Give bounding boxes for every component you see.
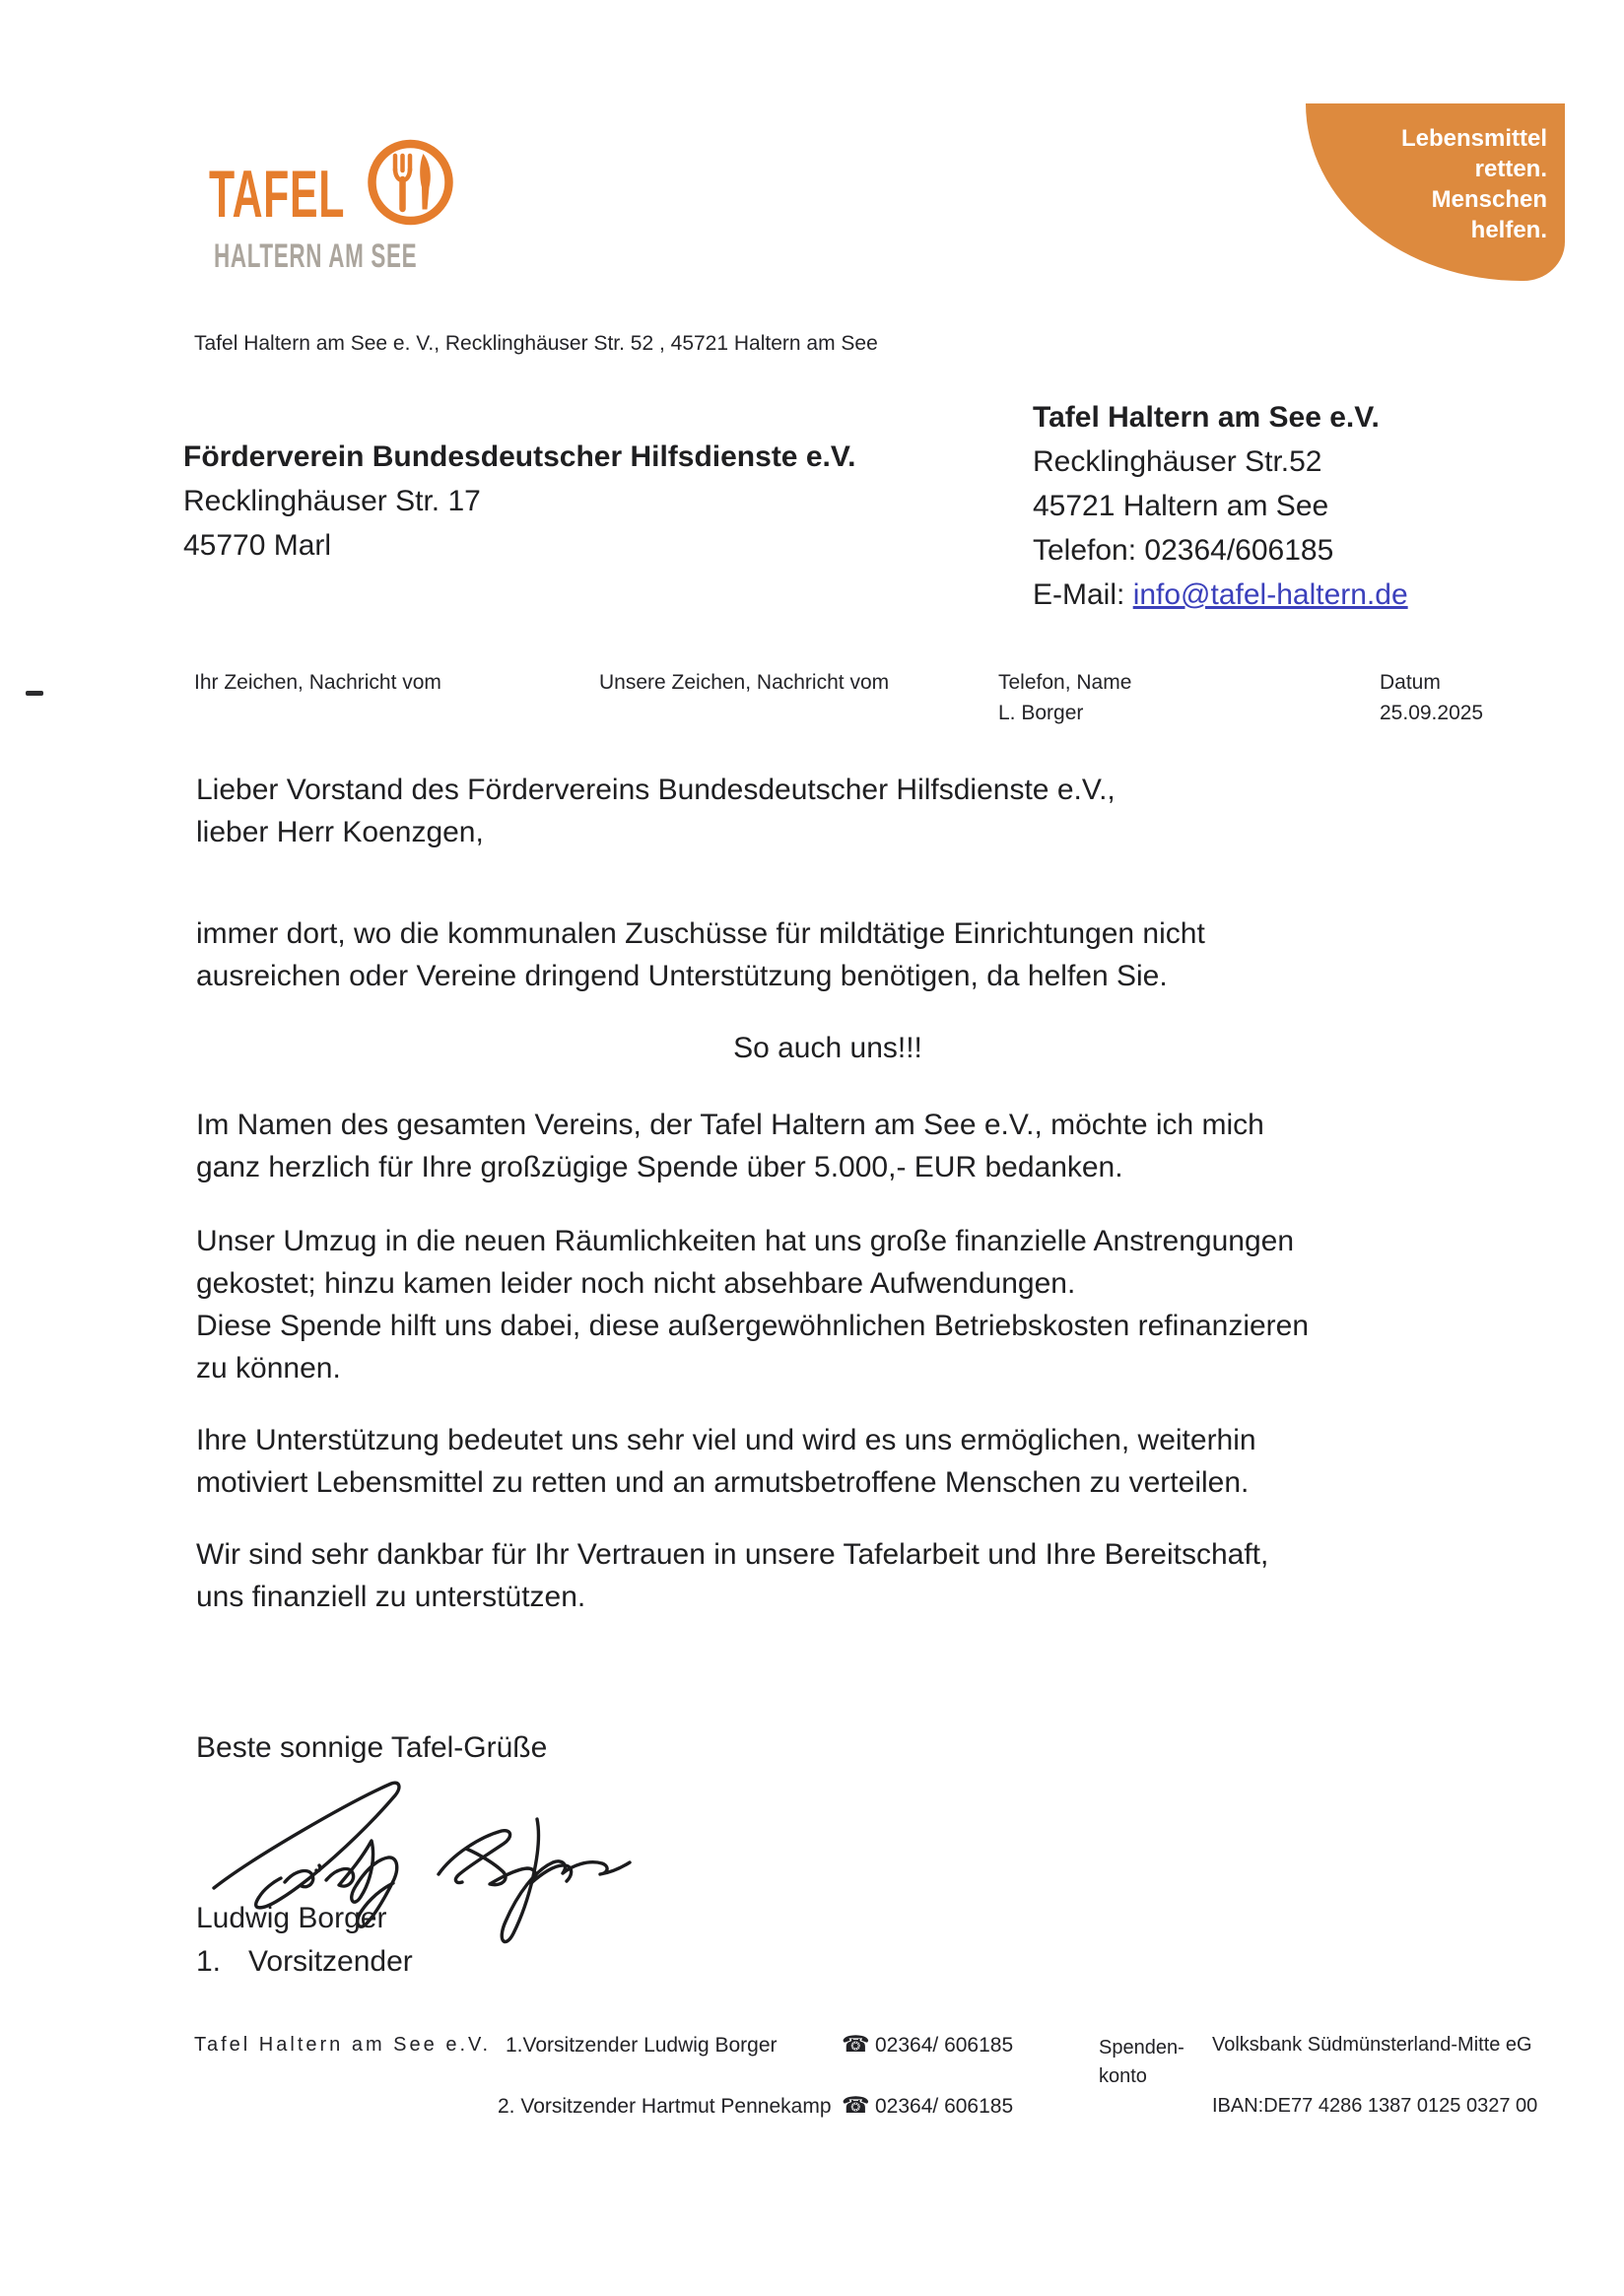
body-line: Im Namen des gesamten Vereins, der Tafel Haltern am See e.V., möchte ich mich	[196, 1109, 1264, 1141]
signer-role	[196, 1945, 413, 1979]
logo-subtitle: HALTERN AM SEE	[214, 237, 418, 275]
phone-name-value: L. Borger	[998, 702, 1084, 724]
sender-email-line	[1033, 573, 1408, 617]
sender-name: Tafel Haltern am See e.V.	[1033, 401, 1380, 434]
paragraph-6	[196, 1533, 1459, 1618]
fold-mark	[26, 691, 43, 696]
sender-info-block	[1033, 395, 1408, 617]
paragraph-1	[196, 912, 1459, 997]
footer-donation-label: Spenden- konto	[1099, 2037, 1184, 2087]
footer-phone-2: 02364/ 606185	[875, 2095, 1014, 2118]
fork-knife-circle-icon	[365, 135, 456, 236]
body-line: zu können.	[196, 1352, 341, 1384]
signer-role-title: Vorsitzender	[248, 1945, 413, 1978]
recipient-city: 45770 Marl	[183, 529, 332, 562]
body-line: immer dort, wo die kommunalen Zuschüsse für mildtätige Einrichtungen nicht	[196, 917, 1205, 950]
sender-city: 45721 Haltern am See	[1033, 490, 1329, 522]
recipient-address-block	[183, 435, 855, 568]
body-line: ausreichen oder Vereine dringend Unterstützung benötigen, da helfen Sie.	[196, 960, 1168, 992]
body-line: Wir sind sehr dankbar für Ihr Vertrauen in unsere Tafelarbeit und Ihre Bereitschaft,	[196, 1538, 1269, 1571]
phone-icon: ☎	[842, 2092, 870, 2118]
paragraph-4	[196, 1220, 1459, 1389]
your-ref-label: Ihr Zeichen, Nachricht vom	[194, 671, 441, 694]
footer-chairman-2: 2. Vorsitzender Hartmut Pennekamp	[498, 2095, 832, 2118]
body-line: So auch uns!!!	[733, 1032, 922, 1064]
paragraph-5	[196, 1419, 1459, 1504]
closing-regards	[196, 1726, 1459, 1769]
slogan-badge	[1306, 103, 1565, 281]
date-label: Datum	[1380, 671, 1441, 694]
badge-line: helfen.	[1470, 217, 1547, 243]
date-value: 25.09.2025	[1380, 702, 1484, 724]
sender-phone: Telefon: 02364/606185	[1033, 534, 1334, 567]
footer-chairman-1: 1.Vorsitzender Ludwig Borger	[506, 2034, 778, 2057]
email-link[interactable]: info@tafel-haltern.de	[1132, 578, 1408, 611]
recipient-name: Förderverein Bundesdeutscher Hilfsdienste e.V.	[183, 440, 856, 473]
footer-phone-1: 02364/ 606185	[875, 2034, 1014, 2057]
body-line: Beste sonnige Tafel-Grüße	[196, 1731, 548, 1764]
recipient-street: Recklinghäuser Str. 17	[183, 485, 481, 517]
badge-line: Lebensmittel	[1400, 125, 1547, 152]
paragraph-centered	[196, 1027, 1459, 1069]
body-line: ganz herzlich für Ihre großzügige Spende über 5.000,- EUR bedanken.	[196, 1151, 1123, 1183]
body-line: lieber Herr Koenzgen,	[196, 816, 484, 848]
phone-name-label: Telefon, Name	[998, 671, 1132, 694]
badge-line: retten.	[1474, 156, 1547, 182]
logo-wordmark: TAFEL	[209, 157, 345, 232]
body-line: motiviert Lebensmittel zu retten und an armutsbetroffene Menschen zu verteilen.	[196, 1466, 1250, 1499]
email-label: E-Mail:	[1033, 578, 1133, 611]
salutation-paragraph	[196, 769, 1459, 853]
phone-icon: ☎	[842, 2031, 870, 2057]
footer-org-name: Tafel Haltern am See e.V.	[194, 2034, 492, 2056]
body-line: Unser Umzug in die neuen Räumlichkeiten hat uns große finanzielle Anstrengungen	[196, 1225, 1294, 1257]
body-line: gekostet; hinzu kamen leider noch nicht absehbare Aufwendungen.	[196, 1267, 1076, 1300]
badge-line: Menschen	[1431, 186, 1547, 213]
body-line: Diese Spende hilft uns dabei, diese außergewöhnlichen Betriebskosten refinanzieren	[196, 1310, 1310, 1342]
signer-role-number: 1.	[196, 1945, 222, 1978]
footer-bank-name: Volksbank Südmünsterland-Mitte eG	[1212, 2034, 1532, 2056]
signer-name: Ludwig Borger	[196, 1902, 387, 1934]
our-ref-label: Unsere Zeichen, Nachricht vom	[599, 671, 890, 694]
paragraph-3	[196, 1104, 1459, 1188]
sender-street: Recklinghäuser Str.52	[1033, 445, 1322, 478]
footer-iban: IBAN:DE77 4286 1387 0125 0327 00	[1212, 2095, 1538, 2117]
return-address-line: Tafel Haltern am See e. V., Recklinghäuser Str. 52 , 45721 Haltern am See	[194, 332, 878, 355]
body-line: uns finanziell zu unterstützen.	[196, 1581, 586, 1613]
body-line: Lieber Vorstand des Fördervereins Bundesdeutscher Hilfsdienste e.V.,	[196, 774, 1116, 806]
body-line: Ihre Unterstützung bedeutet uns sehr viel und wird es uns ermöglichen, weiterhin	[196, 1424, 1256, 1456]
